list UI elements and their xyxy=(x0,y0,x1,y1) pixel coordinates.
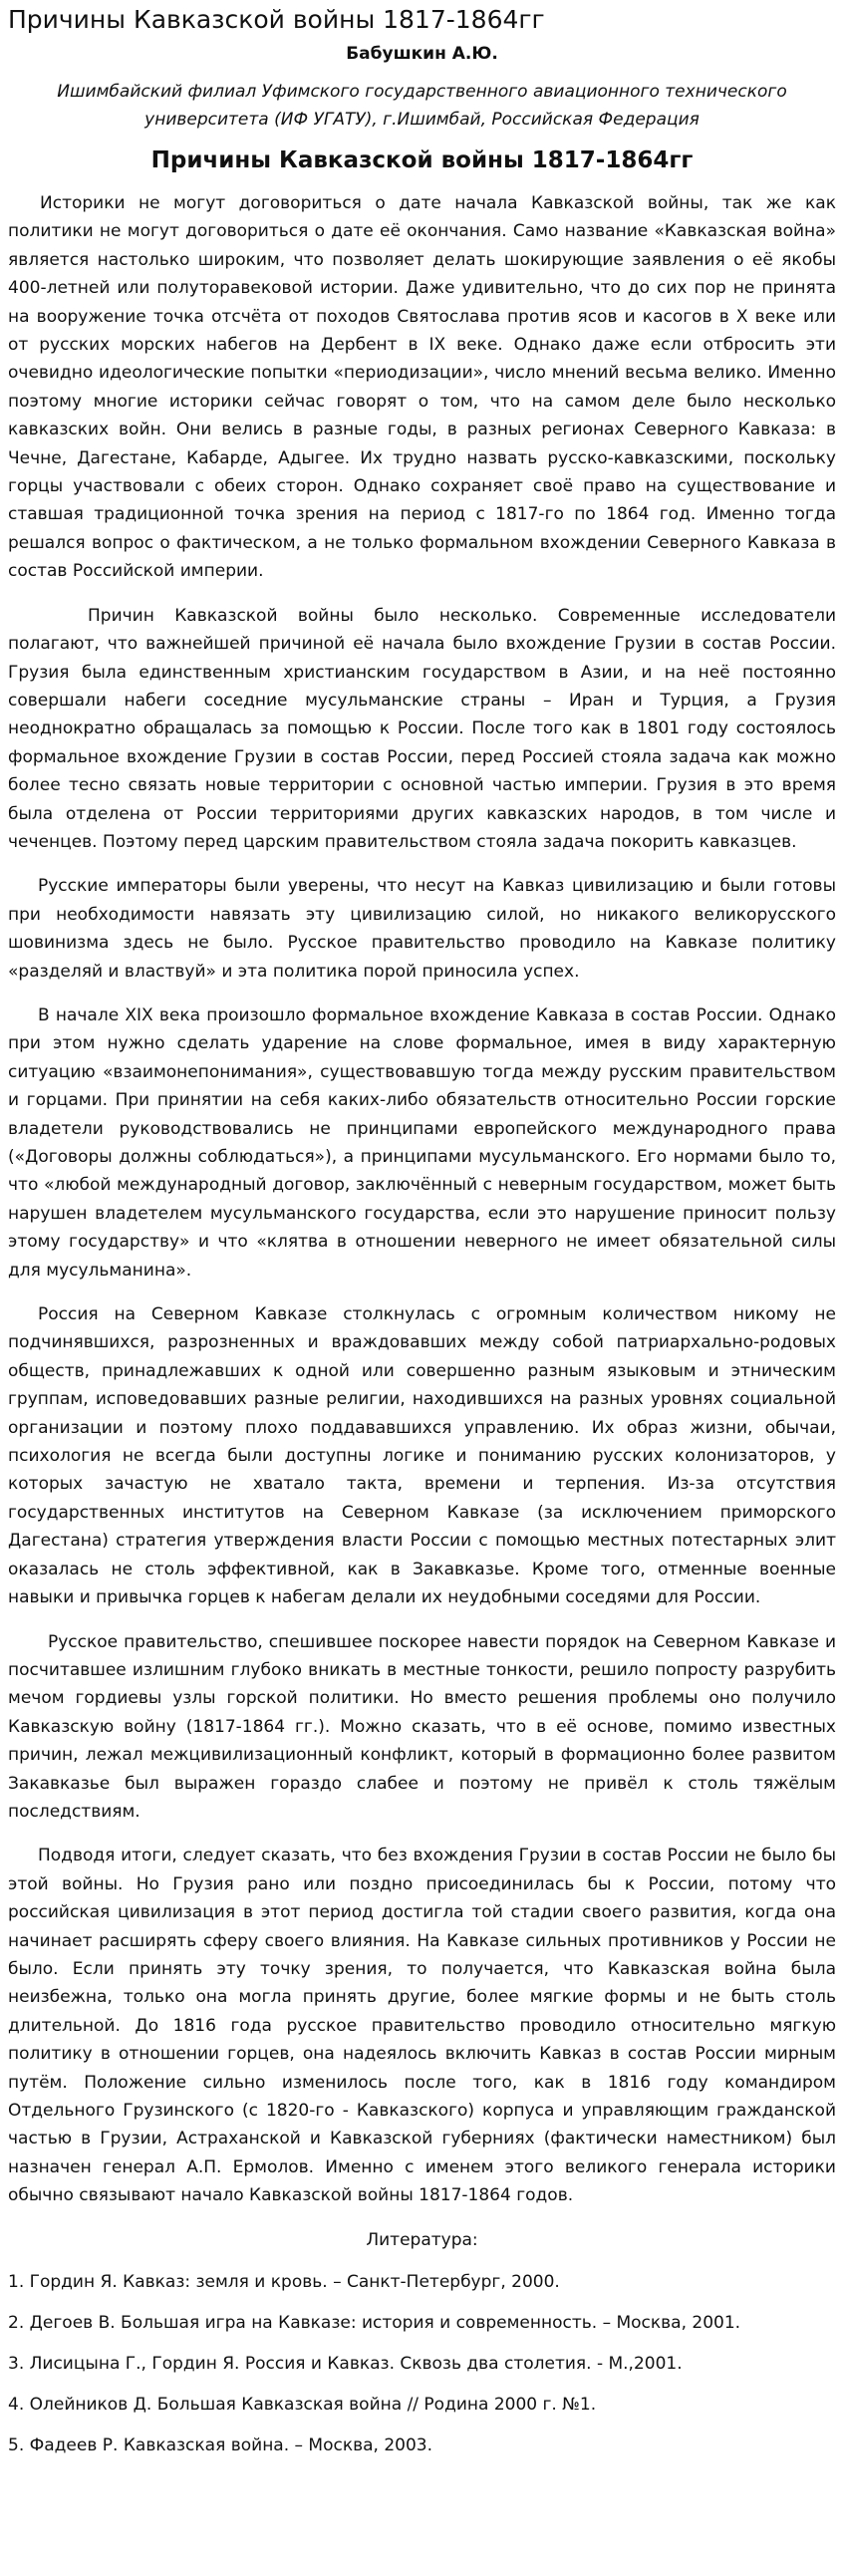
article-body xyxy=(8,189,836,2210)
paragraph: Подводя итоги, следует сказать, что без вхождения Грузии в состав России не было бы этой войны. Но Грузия рано или поздно присоединилась бы к России, потому что российская цивилизация в этот период достигла той стадии своего развития, когда она начинает расширять сферу своего влияния. На Кавказе сильных противников у России не было. Если принять эту точку зрения, то получается, что Кавказская война была неизбежна, только она могла принять другие, более мягкие формы и не быть столь длительной. До 1816 года русское правительство проводило относительно мягкую политику в отношении горцев, она надеялось включить Кавказ в состав России мирным путём. Положение сильно изменилось после того, как в 1816 году командиром Отдельного Грузинского (с 1820-го - Кавказского) корпуса и управляющим гражданской частью в Грузии, Астраханской и Кавказской губерниях (фактически наместником) был назначен генерал А.П. Ермолов. Именно с именем этого великого генерала историки обычно связывают начало Кавказской войны 1817-1864 годов. xyxy=(8,1846,836,2206)
literature-item: 2. Дегоев В. Большая игра на Кавказе: история и современность. – Москва, 2001. xyxy=(8,2313,741,2334)
paragraph: Русское правительство, спешившее поскорее навести порядок на Северном Кавказе и посчитавшее излишним глубоко вникать в местные тонкости, решило попросту разрубить мечом гордиевы узлы горской политики. Но вместо решения проблемы оно получило Кавказскую войну (1817-1864 гг.). Можно сказать, что в её основе, помимо известных причин, лежал межцивилизационный конфликт, который в формационно более развитом Закавказье был выражен гораздо слабее и поэтому не привёл к столь тяжёлым последствиям. xyxy=(8,1631,836,1822)
literature-heading: Литература: xyxy=(366,2229,478,2250)
literature-list xyxy=(8,2268,836,2459)
author-name: Бабушкин А.Ю. xyxy=(346,44,498,64)
literature-item: 1. Гордин Я. Кавказ: земля и кровь. – Санкт-Петербург, 2000. xyxy=(8,2272,560,2293)
author-affiliation: Ишимбайский филиал Уфимского государственного авиационного технического университета (ИФ УГАТУ), г.Ишимбай, Российская Федерация xyxy=(57,82,787,130)
paragraph: Причин Кавказской войны было несколько. Современные исследователи полагают, что важнейшей причиной её начала было вхождение Грузии в состав России. Грузия была единственным христианским государством в Азии, и на неё постоянно совершали набеги соседние мусульманские страны – Иран и Турция, а Грузия неоднократно обращалась за помощью к России. После того как в 1801 году состоялось формальное вхождение Грузии в состав России, перед Россией стояла задача как можно более тесно связать новые территории с основной частью империи. Грузия в это время была отделена от России территориями других кавказских народов, в том числе и чеченцев. Поэтому перед царским правительством стояла задача покорить кавказцев. xyxy=(8,605,836,852)
page-title: Причины Кавказской войны 1817-1864гг xyxy=(8,5,545,34)
literature-item: 4. Олейников Д. Большая Кавказская война // Родина 2000 г. №1. xyxy=(8,2395,597,2416)
literature-item: 3. Лисицына Г., Гордин Я. Россия и Кавказ. Сквозь два столетия. - М.,2001. xyxy=(8,2354,683,2375)
paragraph: Историки не могут договориться о дате начала Кавказской войны, так же как политики не могут договориться о дате её окончания. Само название «Кавказская война» является настолько широким, что позволяет делать шокирующие заявления о её якобы 400-летней или полуторавековой истории. Даже удивительно, что до сих пор не принята на вооружение точка отсчёта от походов Святослава против ясов и касогов в X веке или от русских морских набегов на Дербент в IX веке. Однако даже если отбросить эти очевидно идеологические попытки «периодизации», число мнений весьма велико. Именно поэтому многие историки сейчас говорят о том, что на самом деле было несколько кавказских войн. Они велись в разные годы, в разных регионах Северного Кавказа: в Чечне, Дагестане, Кабарде, Адыгее. Их трудно назвать русско-кавказскими, поскольку горцы участвовали с обеих сторон. Однако сохраняет своё право на существование и ставшая традиционной точка зрения на период с 1817-го по 1864 год. Именно тогда решался вопрос о фактическом, а не только формальном вхождении Северного Кавказа в состав Российской империи. xyxy=(8,193,836,582)
paragraph: Россия на Северном Кавказе столкнулась с огромным количеством никому не подчинявшихся, разрозненных и враждовавших между собой патриархально-родовых обществ, принадлежавших к одной или совершенно разным языковым и этническим группам, исповедовавших разные религии, находившихся на разных уровнях социальной организации и поэтому плохо поддававшихся управлению. Их образ жизни, обычаи, психология не всегда были доступны логике и пониманию русских колонизаторов, у которых зачастую не хватало такта, времени и терпения. Из-за отсутствия государственных институтов на Северном Кавказе (за исключением приморского Дагестана) стратегия утверждения власти России с помощью местных потестарных элит оказалась не столь эффективной, как в Закавказье. Кроме того, отменные военные навыки и привычка горцев к набегам делали их неудобными соседями для России. xyxy=(8,1304,836,1608)
paragraph: Русские императоры были уверены, что несут на Кавказ цивилизацию и были готовы при необходимости навязать эту цивилизацию силой, но никакого великорусского шовинизма здесь не было. Русское правительство проводило на Кавказе политику «разделяй и властвуй» и эта политика порой приносила успех. xyxy=(8,876,836,982)
paragraph: В начале XIX века произошло формальное вхождение Кавказа в состав России. Однако при этом нужно сделать ударение на слове формальное, имея в виду характерную ситуацию «взаимонепонимания», существовавшую тогда между русским правительством и горцами. При принятии на себя каких-либо обязательств относительно России горские владетели руководствовались не принципами европейского международного права («Договоры должны соблюдаться»), а принципами мусульманского. Его нормами было то, что «любой международный договор, заключённый с неверным государством, может быть нарушен владетелем мусульманского государства, если это нарушение приносит пользу этому государству» и что «клятва в отношении неверного не имеет обязательной силы для мусульманина». xyxy=(8,1004,836,1281)
literature-item: 5. Фадеев Р. Кавказская война. – Москва, 2003. xyxy=(8,2435,433,2456)
article-heading: Причины Кавказской войны 1817-1864гг xyxy=(150,147,694,173)
